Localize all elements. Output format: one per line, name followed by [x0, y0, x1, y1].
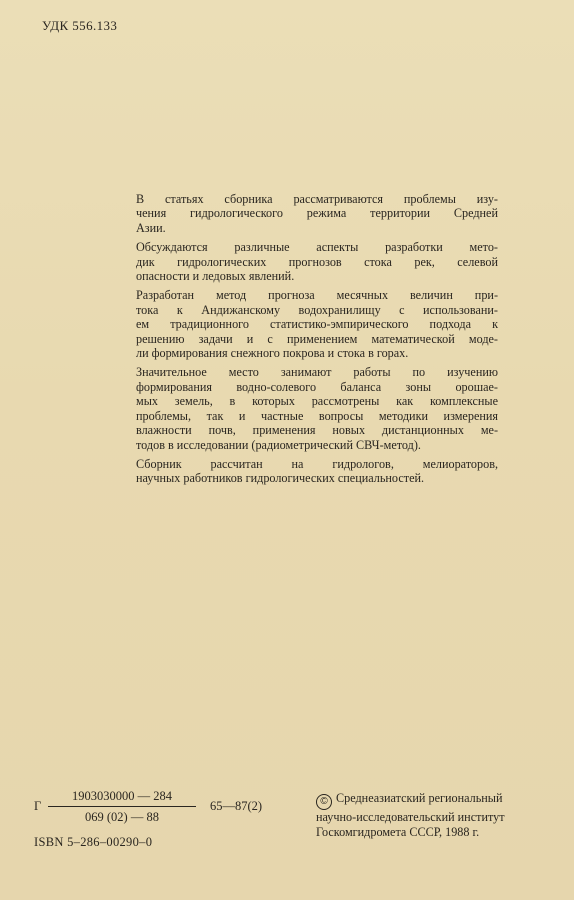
- text-line: влажности почв, применения новых дистанционных ме-: [136, 423, 498, 438]
- paragraph-3: [118, 288, 498, 360]
- text-line: ем традиционного статистико-эмпирического подхода к: [136, 317, 498, 332]
- copyright-line-1: [316, 791, 505, 810]
- catalog-prefix: Г: [34, 799, 42, 813]
- paragraph-4: [118, 365, 498, 451]
- copyright-icon: ©: [316, 794, 332, 810]
- text-line: В статьях сборника рассматриваются проблемы изу-: [136, 192, 498, 206]
- text-line: ли формирования снежного покрова и стока в горах.: [136, 346, 409, 361]
- text-line: Обсуждаются различные аспекты разработки мето-: [136, 240, 498, 255]
- catalog-denominator: 069 (02) — 88: [85, 810, 159, 824]
- annotation-text: [118, 192, 498, 491]
- paragraph-5: [118, 457, 498, 486]
- text-line: решению задачи и с применением математической моде-: [136, 331, 498, 346]
- text-line: Сборник рассчитан на гидрологов, мелиораторов,: [136, 456, 498, 471]
- catalog-numerator: 1903030000 — 284: [48, 789, 196, 807]
- copyright-line-2: научно-исследовательский институт: [316, 810, 505, 824]
- catalog-suffix: 65—87(2): [210, 799, 263, 813]
- copyright-line-3: Госкомгидромета СССР, 1988 г.: [316, 825, 480, 839]
- text-line: Значительное место занимают работы по изучению: [136, 365, 498, 380]
- text-line: дик гидрологических прогнозов стока рек, селевой: [136, 254, 498, 269]
- text-line: проблемы, так и частные вопросы методики измерения: [136, 408, 498, 423]
- copyright-block: [316, 791, 505, 840]
- copyright-text: Среднеазиатский региональный: [336, 791, 503, 805]
- text-line: чения гидрологического режима территории Средней: [136, 206, 498, 221]
- text-line: тока к Андижанскому водохранилищу с использовани-: [136, 302, 498, 317]
- text-line: Азии.: [136, 220, 166, 235]
- isbn: ISBN 5–286–00290–0: [34, 835, 153, 849]
- text-line: опасности и ледовых явлений.: [136, 269, 295, 284]
- text-line: научных работников гидрологических специальностей.: [136, 471, 425, 486]
- text-line: тодов в исследовании (радиометрический СВЧ-метод).: [136, 437, 421, 452]
- text-line: мых земель, в которых рассмотрены как комплексные: [136, 394, 498, 409]
- text-line: Разработан метод прогноза месячных величин при-: [136, 288, 498, 303]
- paragraph-2: [118, 240, 498, 283]
- paragraph-1: [118, 192, 498, 235]
- text-line: формирования водно-солевого баланса зоны орошае-: [136, 379, 498, 394]
- catalog-fraction: [48, 789, 196, 825]
- udk-code: УДК 556.133: [42, 18, 118, 33]
